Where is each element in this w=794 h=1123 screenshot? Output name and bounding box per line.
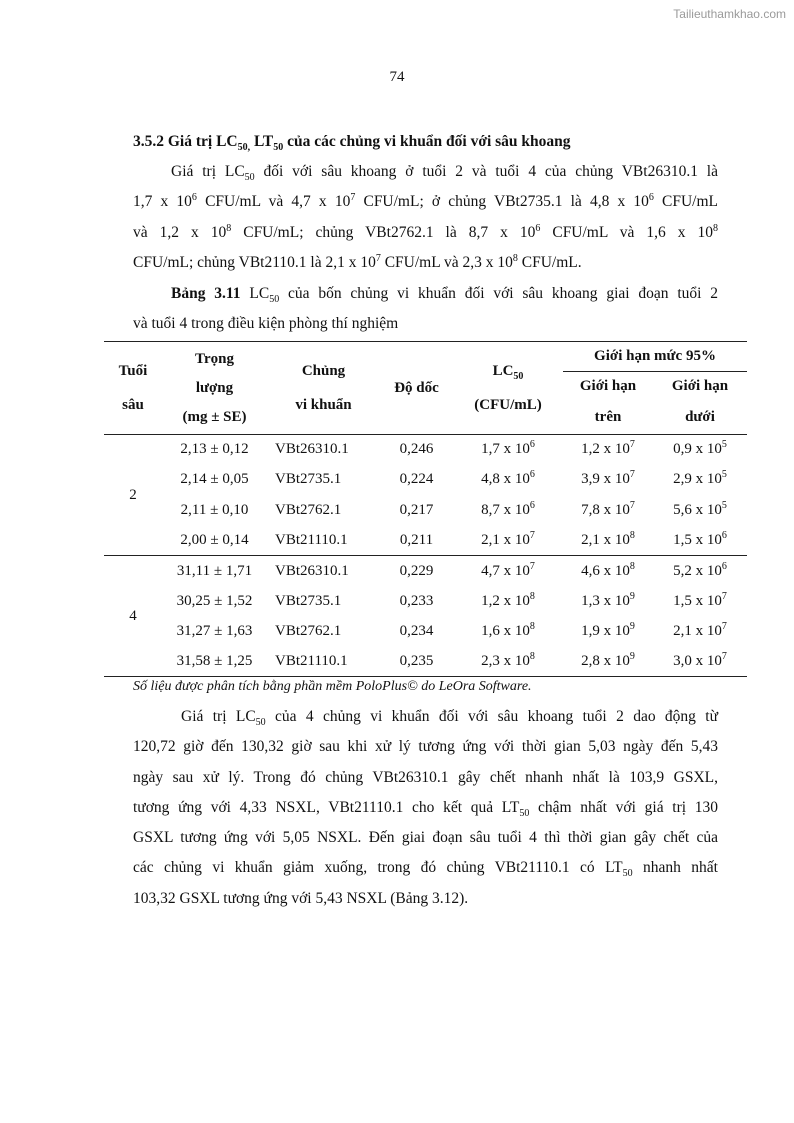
header-slope: Độ dốc bbox=[380, 342, 453, 435]
strain-cell: VBt2762.1 bbox=[275, 501, 342, 518]
lc50-table bbox=[104, 341, 747, 677]
header-age: Tuổi sâu bbox=[104, 342, 162, 435]
upper-limit-cell: 1,3 x $10^9$ bbox=[581, 590, 635, 609]
lc50-cell: 2,3 x $10^8$ bbox=[453, 647, 563, 677]
upper-limit-cell: 1,9 x $10^9$ bbox=[581, 620, 635, 639]
weight-cell: 31,11 ± 1,71 bbox=[162, 556, 267, 586]
header-lc50: $LC_{50}$ (CFU/mL) bbox=[453, 342, 563, 435]
table-row bbox=[104, 525, 747, 555]
header-confidence-limit: Giới hạn mức 95% bbox=[563, 342, 747, 372]
lower-limit-cell: 5,6 x $10^5$ bbox=[673, 499, 727, 518]
lc50-cell: 4,8 x $10^6$ bbox=[481, 469, 535, 488]
upper-limit-cell: 7,8 x $10^7$ bbox=[581, 499, 635, 518]
table-row bbox=[104, 586, 747, 616]
header-upper-limit-2: trên bbox=[594, 409, 622, 426]
lower-limit-cell: 2,1 x $10^7$ bbox=[673, 620, 727, 639]
strain-cell: VBt26310.1 bbox=[267, 435, 380, 465]
slope-cell: 0,224 bbox=[399, 471, 434, 488]
slope-cell: 0,246 bbox=[380, 435, 453, 465]
header-upper-limit: Giới hạn bbox=[563, 372, 653, 402]
table-row bbox=[104, 616, 747, 646]
watermark: Tailieuthamkhao.com bbox=[673, 7, 786, 21]
lower-limit-cell: 3,0 x $10^7$ bbox=[653, 647, 747, 677]
weight-cell: 2,00 ± 0,14 bbox=[180, 531, 249, 548]
age-cell: 2 bbox=[104, 435, 162, 556]
table-note: Số liệu được phân tích bằng phần mềm PoloPlus© do LeOra Software. bbox=[133, 679, 532, 694]
header-weight: Trọng lượng (mg ± SE) bbox=[162, 342, 267, 435]
lc50-cell: 2,1 x $10^7$ bbox=[481, 529, 535, 548]
lower-limit-cell: 2,9 x $10^5$ bbox=[673, 469, 727, 488]
table-row bbox=[104, 647, 747, 677]
header-strain: Chủng vi khuẩn bbox=[267, 342, 380, 435]
upper-limit-cell: 1,2 x $10^7$ bbox=[563, 435, 653, 465]
strain-cell: VBt2735.1 bbox=[275, 471, 342, 488]
lower-limit-cell: 0,9 x $10^5$ bbox=[653, 435, 747, 465]
strain-cell: VBt2762.1 bbox=[275, 622, 342, 639]
table-row bbox=[104, 556, 747, 586]
strain-cell: VBt26310.1 bbox=[267, 556, 380, 586]
upper-limit-cell: 2,8 x $10^9$ bbox=[563, 647, 653, 677]
slope-cell: 0,235 bbox=[380, 647, 453, 677]
weight-cell: 2,14 ± 0,05 bbox=[180, 471, 249, 488]
strain-cell: VBt21110.1 bbox=[275, 531, 348, 548]
header-lower-limit-2: dưới bbox=[685, 409, 715, 426]
table-row bbox=[104, 435, 747, 465]
weight-cell: 2,11 ± 0,10 bbox=[180, 501, 249, 518]
table-row bbox=[104, 465, 747, 495]
upper-limit-cell: 2,1 x $10^8$ bbox=[581, 529, 635, 548]
upper-limit-cell: 3,9 x $10^7$ bbox=[581, 469, 635, 488]
table-row bbox=[104, 495, 747, 525]
lower-limit-cell: 1,5 x $10^6$ bbox=[673, 529, 727, 548]
slope-cell: 0,234 bbox=[399, 622, 434, 639]
weight-cell: 30,25 ± 1,52 bbox=[176, 592, 253, 609]
lc50-cell: 8,7 x $10^6$ bbox=[481, 499, 535, 518]
lc50-cell: 1,6 x $10^8$ bbox=[481, 620, 535, 639]
page-number: 74 bbox=[389, 69, 405, 85]
header-lower-limit: Giới hạn bbox=[653, 372, 747, 402]
lc50-cell: 1,2 x $10^8$ bbox=[481, 590, 535, 609]
section-heading: 3.5.2 Giá trị $LC_{50,}$ $LT_{50}$ của các chủng vi khuẩn đối với sâu khoang bbox=[133, 133, 571, 154]
lc50-cell: 4,7 x $10^7$ bbox=[453, 556, 563, 586]
slope-cell: 0,233 bbox=[399, 592, 434, 609]
lower-limit-cell: 1,5 x $10^7$ bbox=[673, 590, 727, 609]
paragraph-lt50: Giá trị $LC_{50}$ của 4 chủng vi khuẩn đối với sâu khoang tuổi 2 dao động từ 120,72 giờ đến 130,32 giờ sau khi xử lý tương ứng với thời gian 5,03 ngày đến 5,43 ngày sau xử lý. Trong đó chủng VBt26310.1 gây chết nhanh nhất là 103,9 GSXL, tương ứng với 4,33 NSXL, VBt21110.1 cho kết quả $LT_{50}$ chậm nhất với giá trị 130 GSXL tương ứng với 5,05 NSXL. Đến giai đoạn sâu tuổi 4 thì thời gian gây chết của các chủng vi khuẩn giảm xuống, trong đó chủng VBt21110.1 có $LT_{50}$ nhanh nhất 103,32 GSXL tương ứng với 5,43 NSXL (Bảng 3.12). bbox=[133, 708, 718, 907]
lower-limit-cell: 5,2 x $10^6$ bbox=[653, 556, 747, 586]
slope-cell: 0,229 bbox=[380, 556, 453, 586]
table-caption: Bảng 3.11 $LC_{50}$ của bốn chủng vi khuẩn đối với sâu khoang giai đoạn tuổi 2 và tuổi 4 trong điều kiện phòng thí nghiệm bbox=[133, 285, 719, 333]
weight-cell: 2,13 ± 0,12 bbox=[162, 435, 267, 465]
strain-cell: VBt21110.1 bbox=[267, 647, 380, 677]
age-cell: 4 bbox=[104, 556, 162, 677]
paragraph-lc50-values: Giá trị $LC_{50}$ đối với sâu khoang ở tuổi 2 và tuổi 4 của chủng VBt26310.1 là 1,7 x $10^6$ CFU/mL và 4,7 x $10^7$ CFU/mL; ở chủng VBt2735.1 là 4,8 x $10^6$ CFU/mL và 1,2 x $10^8$ CFU/mL; chủng VBt2762.1 là 8,7 x $10^6$ CFU/mL và 1,6 x $10^8$ CFU/mL; chủng VBt2110.1 là 2,1 x $10^7$ CFU/mL và 2,3 x $10^8$ CFU/mL. bbox=[133, 163, 719, 271]
weight-cell: 31,58 ± 1,25 bbox=[162, 647, 267, 677]
slope-cell: 0,211 bbox=[399, 531, 434, 548]
upper-limit-cell: 4,6 x $10^8$ bbox=[563, 556, 653, 586]
strain-cell: VBt2735.1 bbox=[275, 592, 342, 609]
weight-cell: 31,27 ± 1,63 bbox=[176, 622, 253, 639]
lc50-cell: 1,7 x $10^6$ bbox=[453, 435, 563, 465]
slope-cell: 0,217 bbox=[399, 501, 434, 518]
